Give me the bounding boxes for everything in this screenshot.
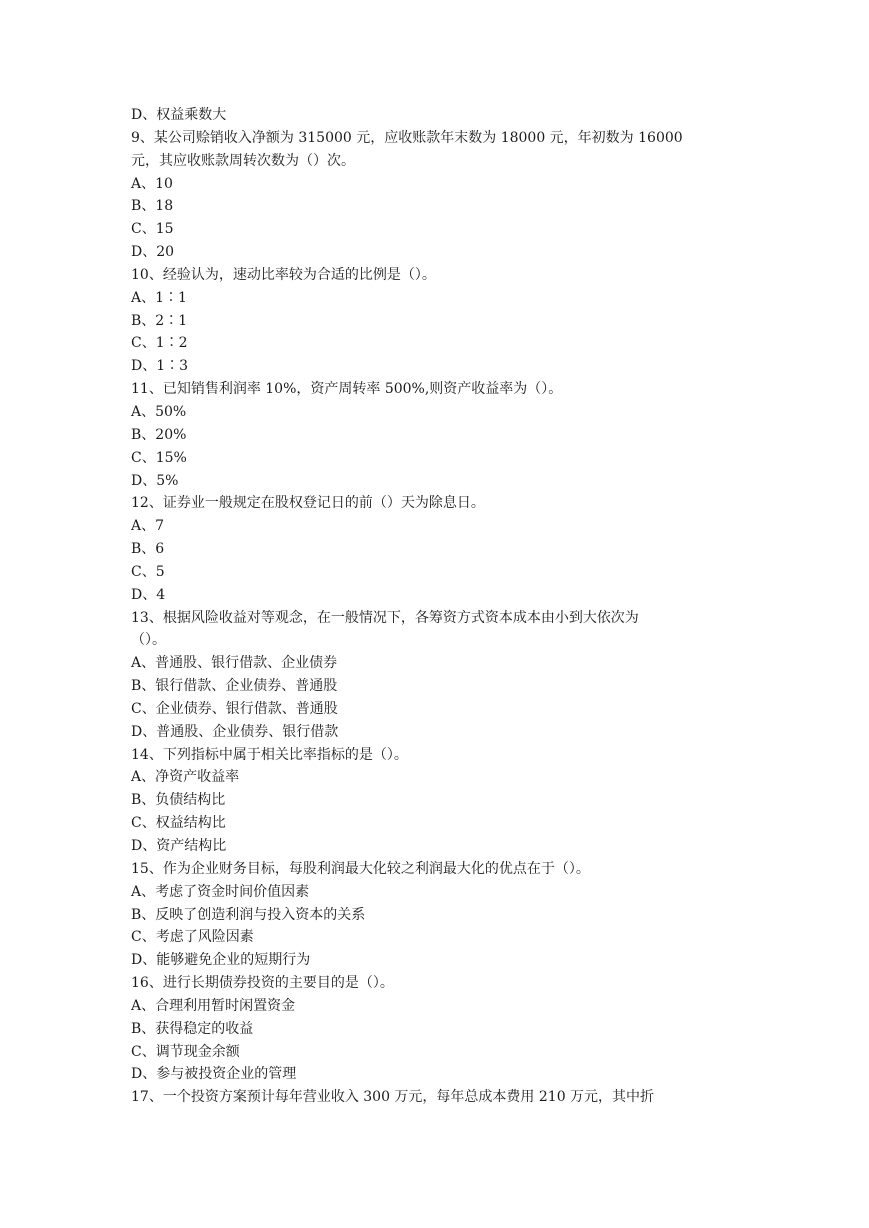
document-line: D、能够避免企业的短期行为 — [131, 952, 311, 969]
document-line: 9、某公司赊销收入净额为 315000 元，应收账款年末数为 18000 元，年初数为 16000 — [131, 129, 683, 146]
document-line: 16、进行长期债券投资的主要目的是（）。 — [131, 975, 394, 992]
document-line: 13、根据风险收益对等观念，在一般情况下，各筹资方式资本成本由小到大依次为 — [131, 609, 639, 626]
document-line: A、1∶1 — [131, 289, 187, 306]
document-line: B、20% — [131, 426, 187, 443]
document-line: D、资产结构比 — [131, 838, 227, 854]
document-line: 17、一个投资方案预计每年营业收入 300 万元，每年总成本费用 210 万元，其中折 — [131, 1089, 655, 1106]
document-line: A、考虑了资金时间价值因素 — [131, 883, 310, 900]
document-line: C、企业债券、银行借款、普通股 — [131, 700, 338, 717]
document-line: C、15% — [131, 449, 187, 466]
document-line: C、考虑了风险因素 — [131, 929, 254, 946]
document-line: 10、经验认为，速动比率较为合适的比例是（）。 — [131, 266, 436, 283]
document-line: D、普通股、企业债券、银行借款 — [131, 723, 339, 740]
document-line: D、权益乘数大 — [131, 107, 227, 123]
document-line: 15、作为企业财务目标，每股利润最大化较之利润最大化的优点在于（）。 — [131, 860, 590, 877]
document-line: A、普通股、银行借款、企业债券 — [131, 655, 338, 672]
document-line: B、18 — [131, 198, 174, 215]
document-line: B、6 — [131, 541, 165, 558]
document-line: B、获得稳定的收益 — [131, 1020, 254, 1037]
document-line: D、参与被投资企业的管理 — [131, 1066, 297, 1083]
document-line: B、负债结构比 — [131, 792, 226, 809]
document-line: 元，其应收账款周转次数为（）次。 — [131, 152, 355, 169]
document-line: D、4 — [131, 586, 166, 603]
document-line: C、15 — [131, 221, 174, 238]
document-line: C、1∶2 — [131, 335, 188, 352]
document-line: 14、下列指标中属于相关比率指标的是（）。 — [131, 746, 408, 763]
document-line: C、调节现金余额 — [131, 1043, 240, 1060]
document-line: D、20 — [131, 244, 175, 261]
document-line: A、7 — [131, 518, 165, 535]
document-line: （）。 — [131, 632, 166, 649]
document-line: B、2∶1 — [131, 312, 188, 329]
document-line: A、合理利用暂时闲置资金 — [131, 997, 296, 1014]
document-line: A、50% — [131, 403, 187, 420]
document-line: 12、证券业一般规定在股权登记日的前（）天为除息日。 — [131, 495, 485, 512]
document-line: C、5 — [131, 563, 165, 580]
document-line: A、10 — [131, 175, 173, 192]
document-line: C、权益结构比 — [131, 815, 226, 832]
document-line: B、反映了创造利润与投入资本的关系 — [131, 906, 366, 923]
document-line: 11、已知销售利润率 10%，资产周转率 500%,则资产收益率为（）。 — [131, 381, 563, 398]
document-line: B、银行借款、企业债券、普通股 — [131, 678, 338, 695]
document-line: D、5% — [131, 472, 179, 489]
document-page — [131, 104, 711, 1109]
document-line: D、1∶3 — [131, 358, 189, 375]
document-line: A、净资产收益率 — [131, 769, 240, 786]
